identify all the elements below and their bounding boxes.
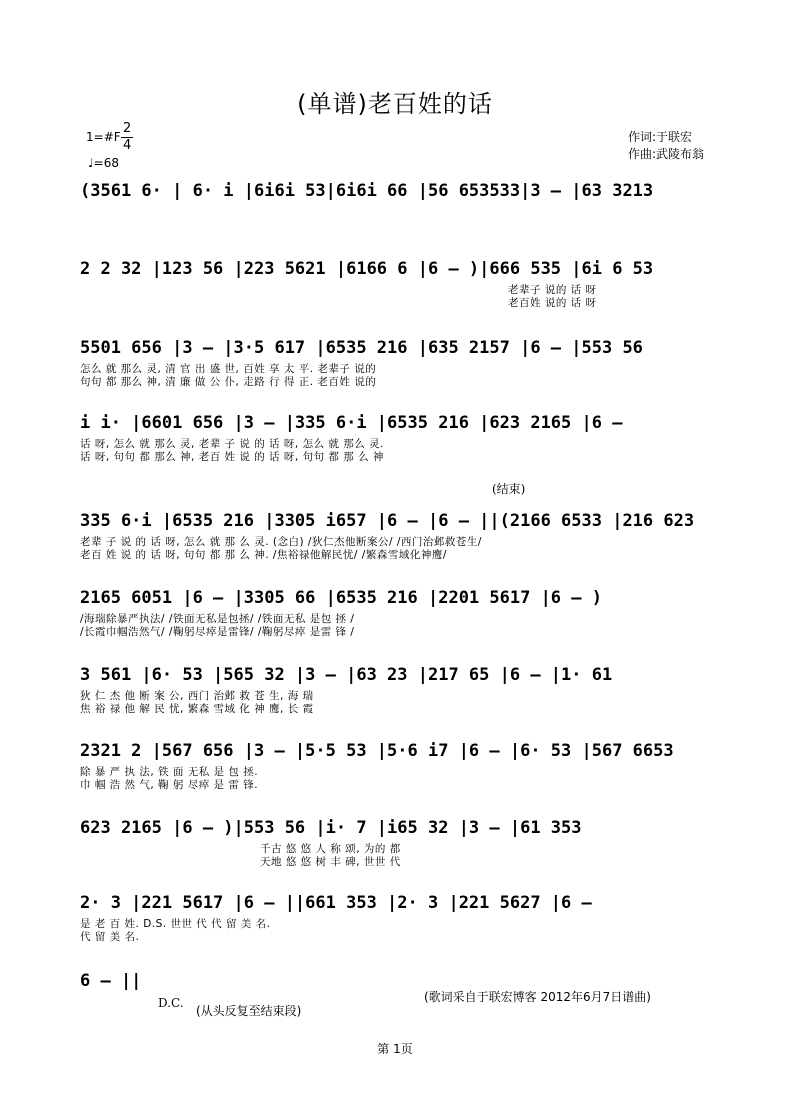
time-signature-top: 2 bbox=[123, 121, 132, 136]
lyric-block bbox=[508, 284, 748, 310]
quarter-note-icon: ♩ bbox=[88, 156, 94, 170]
notes-line: (3561 6· | 6· i |6i6i 53|6i6i 66 |56 653533|3 — |63 3213 bbox=[80, 181, 654, 201]
lyric-verse-2: 话 呀, 句句 都 那么 神, 老百 姓 说 的 话 呀, 句句 都 那 么 神 bbox=[80, 451, 384, 463]
dc-mark: D.C. bbox=[158, 996, 184, 1010]
credit-note: (歌词采自于联宏博客 2012年6月7日谱曲) bbox=[424, 990, 651, 1004]
lyric-block bbox=[80, 613, 730, 639]
score-row-9 bbox=[80, 815, 730, 875]
score-row-10 bbox=[80, 890, 730, 950]
lyricist-credit: 作词:于联宏 bbox=[628, 130, 693, 144]
page-title: (单谱)老百姓的话 bbox=[297, 90, 493, 118]
time-signature-bottom: 4 bbox=[123, 138, 132, 153]
lyric-verse-1: 怎么 就 那么 灵, 清 官 出 盛 世, 百姓 享 太 平. 老辈子 说的 bbox=[80, 363, 377, 375]
lyric-verse-1: 话 呀, 怎么 就 那么 灵, 老辈 子 说 的 话 呀, 怎么 就 那么 灵. bbox=[80, 438, 384, 450]
lyric-block bbox=[260, 843, 730, 869]
score-row-7 bbox=[80, 662, 730, 722]
lyric-verse-2: 焦 裕 禄 他 解 民 忧, 繁森 雪域 化 神 鹰, 长 霞 bbox=[80, 703, 314, 715]
lyric-block bbox=[80, 690, 730, 716]
score-row-11 bbox=[80, 968, 200, 998]
lyric-verse-1: 是 老 百 姓. D.S. 世世 代 代 留 美 名. bbox=[80, 918, 271, 930]
lyric-verse-1: 老辈 子 说 的 话 呀, 怎么 就 那 么 灵. (念白) /狄仁杰他断案公/ /西门治邺救苍生/ bbox=[80, 536, 482, 548]
lyric-block bbox=[80, 438, 730, 464]
notes-line: 623 2165 |6 — )|553 56 |i· 7 |i65 32 |3 — |61 353 bbox=[80, 818, 582, 838]
notes-line: 6 — || bbox=[80, 971, 142, 991]
lyric-block bbox=[80, 766, 730, 792]
score-row-2 bbox=[80, 256, 730, 316]
time-signature-divider bbox=[121, 137, 133, 138]
notes-line: 2· 3 |221 5617 |6 — ||661 353 |2· 3 |221 5627 |6 — bbox=[80, 893, 592, 913]
lyric-block bbox=[80, 918, 730, 944]
lyric-verse-2: 老百姓 说的 话 呀 bbox=[508, 297, 597, 309]
lyric-verse-1: 老辈子 说的 话 呀 bbox=[508, 284, 597, 296]
notes-line: 2165 6051 |6 — |3305 66 |6535 216 |2201 5617 |6 — ) bbox=[80, 588, 602, 608]
lyric-block bbox=[80, 363, 730, 389]
lyric-verse-2: 代 留 美 名. bbox=[80, 931, 140, 943]
notes-line: 2 2 32 |123 56 |223 5621 |6166 6 |6 — )|666 535 |6i 6 53 bbox=[80, 259, 654, 279]
key-signature bbox=[86, 130, 121, 144]
score-row-6 bbox=[80, 585, 730, 645]
notes-line: i i· |6601 656 |3 — |335 6·i |6535 216 |623 2165 |6 — bbox=[80, 413, 623, 433]
lyric-verse-2: 句句 都 那么 神, 清 廉 做 公 仆, 走路 行 得 正. 老百姓 说的 bbox=[80, 376, 377, 388]
score-row-3 bbox=[80, 335, 730, 395]
lyric-verse-1: 千古 悠 悠 人 称 颂, 为的 都 bbox=[260, 843, 401, 855]
score-row-8 bbox=[80, 738, 730, 798]
lyric-block bbox=[80, 536, 730, 562]
lyric-verse-2: 天地 悠 悠 树 丰 碑, 世世 代 bbox=[260, 856, 401, 868]
lyric-verse-1: 狄 仁 杰 他 断 案 公, 西门 治邺 救 苍 生, 海 瑞 bbox=[80, 690, 314, 702]
key-label: 1=#F bbox=[86, 130, 121, 144]
score-row-4 bbox=[80, 410, 730, 470]
tempo-marking bbox=[88, 156, 119, 170]
ending-mark: (结束) bbox=[492, 482, 526, 496]
composer-credit: 作曲:武陵布翁 bbox=[628, 147, 705, 161]
notes-line: 2321 2 |567 656 |3 — |5·5 53 |5·6 i7 |6 — |6· 53 |567 6653 bbox=[80, 741, 674, 761]
tempo-value: =68 bbox=[93, 156, 119, 170]
dc-instruction: (从头反复至结束段) bbox=[196, 1004, 302, 1018]
notes-line: 335 6·i |6535 216 |3305 i657 |6 — |6 — ||(2166 6533 |216 623 bbox=[80, 511, 695, 531]
notes-line: 3 561 |6· 53 |565 32 |3 — |63 23 |217 65 |6 — |1· 61 bbox=[80, 665, 613, 685]
lyric-verse-2: 巾 帼 浩 然 气, 鞠 躬 尽瘁 是 雷 锋. bbox=[80, 779, 259, 791]
score-row-1 bbox=[80, 178, 730, 208]
page-number: 第 1页 bbox=[377, 1042, 413, 1056]
lyric-verse-1: 除 暴 严 执 法, 铁 面 无私 是 包 拯. bbox=[80, 766, 259, 778]
lyric-verse-2: 老百 姓 说 的 话 呀, 句句 都 那 么 神. /焦裕禄他解民忧/ /繁森雪域化神鹰/ bbox=[80, 549, 447, 561]
lyric-verse-1: /海瑞除暴严执法/ /铁面无私是包拯/ /铁面无私 是包 拯 / bbox=[80, 613, 355, 625]
lyric-verse-2: /长霞巾帼浩然气/ /鞠躬尽瘁是雷锋/ /鞠躬尽瘁 是雷 锋 / bbox=[80, 626, 355, 638]
notes-line: 5501 656 |3 — |3·5 617 |6535 216 |635 2157 |6 — |553 56 bbox=[80, 338, 643, 358]
score-row-5 bbox=[80, 508, 730, 568]
